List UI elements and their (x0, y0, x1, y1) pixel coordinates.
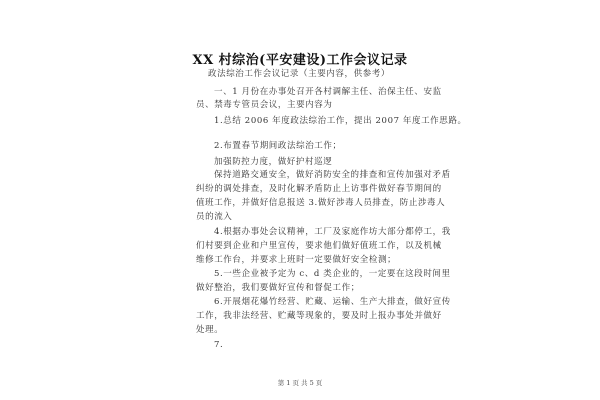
body-line: 处理。 (196, 325, 224, 335)
document-title: XX 村综治(平安建设)工作会议记录 (192, 53, 408, 68)
page-footer: 第 1 页 共 5 页 (277, 379, 323, 387)
body-line: 2.布置春节期间政法综治工作； (214, 141, 342, 151)
body-line: 7. (214, 340, 224, 350)
body-line: 保持道路交通安全，做好消防安全的排查和宣传加强对矛盾 (214, 170, 451, 180)
body-line: 政法综治工作会议记录（主要内容，供参考） (208, 69, 391, 79)
body-line: 纠纷的调处排查，及时化解矛盾防止上访事件做好春节期间的 (196, 184, 442, 194)
body-line: 5.一些企业被予定为 c、d 类企业的，一定要在这段时间里 (214, 269, 451, 279)
body-line: 员、禁毒专管员会议，主要内容为 (196, 100, 333, 110)
body-line: 加强防控力度，做好护村巡逻 (214, 157, 333, 167)
body-line: 做好整治，我们要做好宣传和督促工作； (196, 283, 360, 293)
body-line: 6.开展烟花爆竹经营、贮藏、运输、生产大排查，做好宣传 (214, 297, 451, 307)
body-line: 值班工作，并做好信息报送 3.做好涉毒人员排查，防止涉毒人 (196, 198, 446, 208)
body-line: 工作，我非法经营、贮藏等现象的，要及时上报办事处并做好 (196, 311, 442, 321)
body-line: 1.总结 2006 年度政法综治工作，提出 2007 年度工作思路。 (214, 116, 467, 126)
body-line: 员的流入 (196, 212, 233, 222)
body-line: 4.根据办事处会议精神，工厂及家庭作坊大部分都停工，我 (214, 227, 451, 237)
body-line: 们村要到企业和户里宣传，要求他们做好值班工作，以及机械 (196, 241, 442, 251)
body-line: 维修工作台，并要求上班时一定要做好安全检测； (196, 255, 397, 265)
body-line: 一、1 月份在办事处召开各村调解主任、治保主任、安监 (214, 87, 442, 97)
